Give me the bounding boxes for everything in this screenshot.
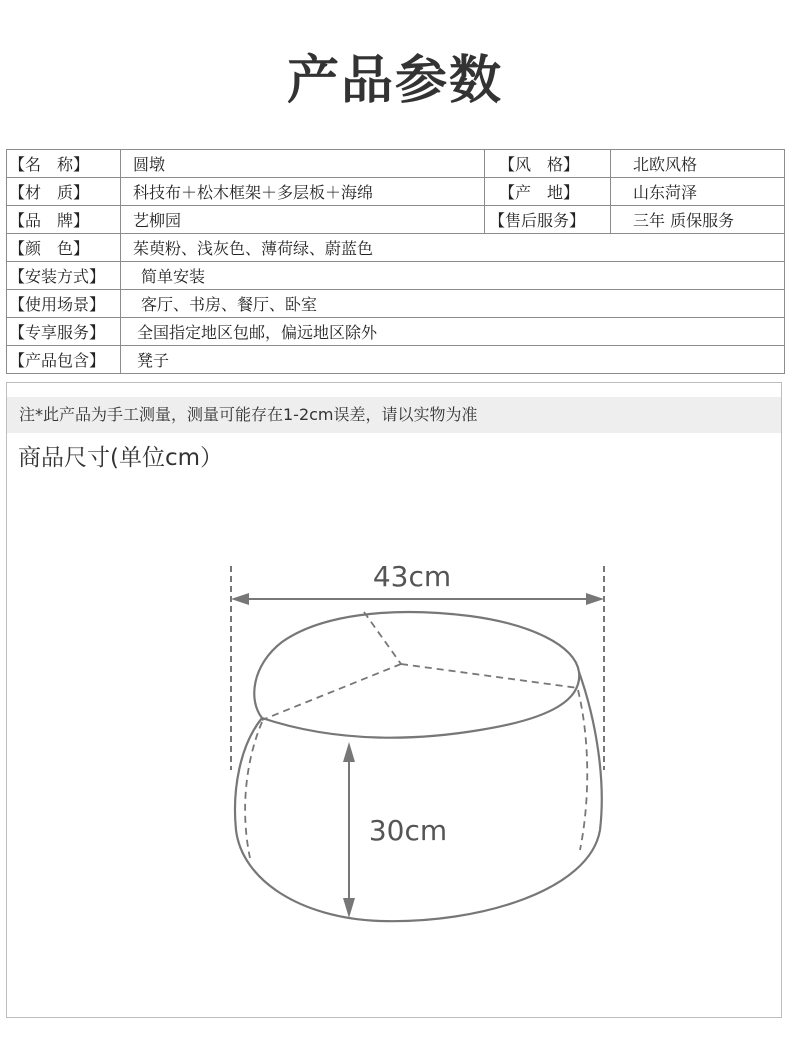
param-value: 三年 质保服务 [611,206,785,234]
param-label: 【使用场景】 [7,290,121,318]
param-label: 【风 格】 [485,150,611,178]
param-label: 【专享服务】 [7,318,121,346]
seam-line [262,664,401,720]
measurement-note: 注*此产品为手工测量，测量可能存在1-2cm误差，请以实物为准 [7,397,781,433]
param-value: 客厅、书房、餐厅、卧室 [121,290,785,318]
param-value: 山东菏泽 [611,178,785,206]
param-value: 简单安装 [121,262,785,290]
arrow-up-icon [343,742,355,762]
stool-top-outline [254,612,579,738]
arrow-right-icon [586,593,604,605]
param-label: 【产 地】 [485,178,611,206]
width-label: 43cm [372,560,452,593]
param-value: 茱萸粉、浅灰色、薄荷绿、蔚蓝色 [121,234,785,262]
param-label: 【名 称】 [7,150,121,178]
param-value: 北欧风格 [611,150,785,178]
arrow-down-icon [343,898,355,918]
param-label: 【安装方式】 [7,262,121,290]
arrow-left-icon [231,593,249,605]
param-label: 【颜 色】 [7,234,121,262]
seam-line [364,612,401,664]
param-value: 凳子 [121,346,785,374]
param-value: 科技布＋松木框架＋多层板＋海绵 [121,178,485,206]
stool-body-outline [235,672,602,921]
param-label: 【产品包含】 [7,346,121,374]
param-value: 全国指定地区包邮，偏远地区除外 [121,318,785,346]
param-value: 艺柳园 [121,206,485,234]
param-value: 圆墩 [121,150,485,178]
param-label: 【材 质】 [7,178,121,206]
param-label: 【售后服务】 [485,206,611,234]
seam-line [401,664,578,688]
size-section-title: 商品尺寸(单位cm） [18,445,224,471]
page-title: 产品参数 [286,51,503,111]
seam-line [578,690,587,850]
height-label: 30cm [368,814,448,847]
param-label: 【品 牌】 [7,206,121,234]
